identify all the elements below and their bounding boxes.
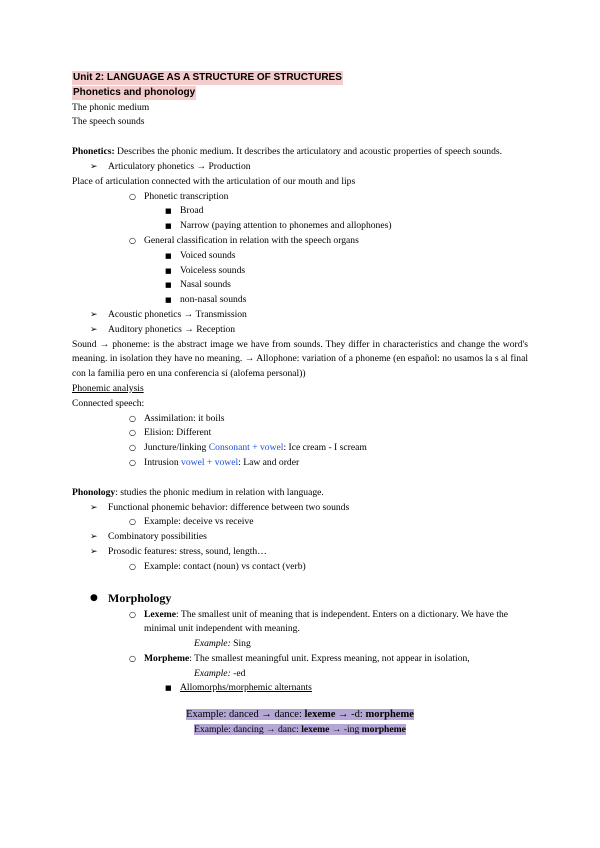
list-item: ○ Juncture/linking Consonant + vowel: Ice cream - I scream bbox=[72, 441, 528, 456]
allomorph-example-2: Example: dancing → danc: lexeme → -ing morpheme bbox=[194, 724, 406, 736]
connected-speech-label: Connected speech: bbox=[72, 397, 145, 409]
intro-line: The speech sounds bbox=[72, 116, 145, 128]
dot-bullet-icon: ● bbox=[90, 592, 98, 603]
intrusion-highlight: vowel + vowel bbox=[181, 456, 239, 468]
sound-phoneme-paragraph: Sound → phoneme: is the abstract image we have from sounds. They differ in characteristics and change the word's meaning. in isolation they have no meaning. → Allophone: variation of a phoneme (en español: no usamos la s al final con la familia pero en una conferencia sí (alofema personal)) bbox=[72, 338, 528, 380]
juncture-highlight: Consonant + vowel bbox=[208, 442, 284, 454]
list-item: ■ Broad bbox=[72, 204, 528, 219]
circle-bullet-icon: ○ bbox=[129, 653, 136, 663]
circle-bullet-icon: ○ bbox=[129, 235, 136, 245]
list-item: ➢ Combinatory possibilities bbox=[72, 530, 528, 545]
list-item: ➢ Functional phonemic behavior: difference between two sounds bbox=[72, 501, 528, 516]
phonetics-definition: Phonetics: Describes the phonic medium. It describes the articulatory and acoustic properties of speech sounds. bbox=[72, 146, 503, 158]
square-bullet-icon: ■ bbox=[165, 281, 172, 290]
circle-bullet-icon: ○ bbox=[129, 443, 136, 453]
phonology-definition: Phonology: studies the phonic medium in relation with language. bbox=[72, 486, 324, 498]
allomorph-example-1: Example: danced → dance: lexeme → -d: morpheme bbox=[186, 709, 414, 721]
list-item bbox=[72, 681, 528, 696]
arrow-bullet-icon: ➢ bbox=[90, 324, 98, 335]
list-item: ■ Narrow (paying attention to phonemes and allophones) bbox=[72, 219, 528, 234]
list-item: ■ Nasal sounds bbox=[72, 278, 528, 293]
phonetics-term: Phonetics: bbox=[72, 146, 115, 158]
place-note: Place of articulation connected with the articulation of our mouth and lips bbox=[72, 175, 356, 187]
list-item: ■ non-nasal sounds bbox=[72, 293, 528, 308]
unit-title: Unit 2: LANGUAGE AS A STRUCTURE OF STRUCTURES bbox=[73, 72, 342, 83]
list-item: ■ Voiced sounds bbox=[72, 249, 528, 264]
list-item: ○ Elision: Different bbox=[72, 426, 528, 441]
lexeme-term: Lexeme bbox=[144, 608, 176, 620]
list-item: ○ Assimilation: it boils bbox=[72, 412, 528, 427]
circle-bullet-icon: ○ bbox=[129, 561, 136, 571]
arrow-bullet-icon: ➢ bbox=[90, 309, 98, 320]
circle-bullet-icon: ○ bbox=[129, 457, 136, 467]
list-item: ○ Example: contact (noun) vs contact (verb) bbox=[72, 560, 528, 575]
list-item: ○ Phonetic transcription bbox=[72, 190, 528, 205]
list-item: ■ Voiceless sounds bbox=[72, 264, 528, 279]
circle-bullet-icon: ○ bbox=[129, 609, 136, 619]
arrow-bullet-icon: ➢ bbox=[90, 161, 98, 172]
list-item: ○ Intrusion vowel + vowel: Law and order bbox=[72, 456, 528, 471]
document-page bbox=[72, 71, 528, 738]
arrow-bullet-icon: ➢ bbox=[90, 546, 98, 557]
square-bullet-icon: ■ bbox=[165, 684, 172, 693]
list-item: ➢ Acoustic phonetics → Transmission bbox=[72, 308, 528, 323]
circle-bullet-icon: ○ bbox=[129, 191, 136, 201]
morpheme-term: Morpheme bbox=[144, 652, 190, 664]
square-bullet-icon: ■ bbox=[165, 207, 172, 216]
section-title-row bbox=[72, 86, 528, 101]
circle-bullet-icon: ○ bbox=[129, 517, 136, 527]
morphology-title: Morphology bbox=[108, 590, 172, 605]
allomorphs-heading: Allomorphs/morphemic alternants bbox=[180, 682, 312, 694]
unit-title-row bbox=[72, 71, 528, 86]
circle-bullet-icon: ○ bbox=[129, 413, 136, 423]
list-item: ○ Example: deceive vs receive bbox=[72, 515, 528, 530]
arrow-bullet-icon: ➢ bbox=[90, 532, 98, 543]
list-item: ➢ Auditory phonetics → Reception bbox=[72, 323, 528, 338]
lexeme-example: Example: Sing bbox=[194, 638, 251, 650]
lexeme-item: ○ Lexeme: The smallest unit of meaning that is independent. Enters on a dictionary. We have the minimal unit independent with meaning. bbox=[129, 608, 509, 635]
intro-line: The phonic medium bbox=[72, 101, 150, 113]
square-bullet-icon: ■ bbox=[165, 266, 172, 275]
list-item: ➢ Articulatory phonetics → Production bbox=[72, 160, 528, 175]
circle-bullet-icon: ○ bbox=[129, 428, 136, 438]
square-bullet-icon: ■ bbox=[165, 222, 172, 231]
list-item: ➢ Prosodic features: stress, sound, length… bbox=[72, 545, 528, 560]
morphology-heading-row bbox=[72, 590, 528, 608]
section-title: Phonetics and phonology bbox=[73, 86, 196, 98]
list-item: ○ General classification in relation with the speech organs bbox=[72, 234, 528, 249]
square-bullet-icon: ■ bbox=[165, 251, 172, 260]
morpheme-example: Example: -ed bbox=[194, 667, 246, 679]
phonology-term: Phonology bbox=[72, 486, 116, 498]
square-bullet-icon: ■ bbox=[165, 296, 172, 305]
morpheme-item: ○ Morpheme: The smallest meaningful unit. Express meaning, not appear in isolation, bbox=[72, 652, 528, 667]
phonemic-analysis-heading: Phonemic analysis bbox=[72, 382, 144, 394]
arrow-bullet-icon: ➢ bbox=[90, 502, 98, 513]
